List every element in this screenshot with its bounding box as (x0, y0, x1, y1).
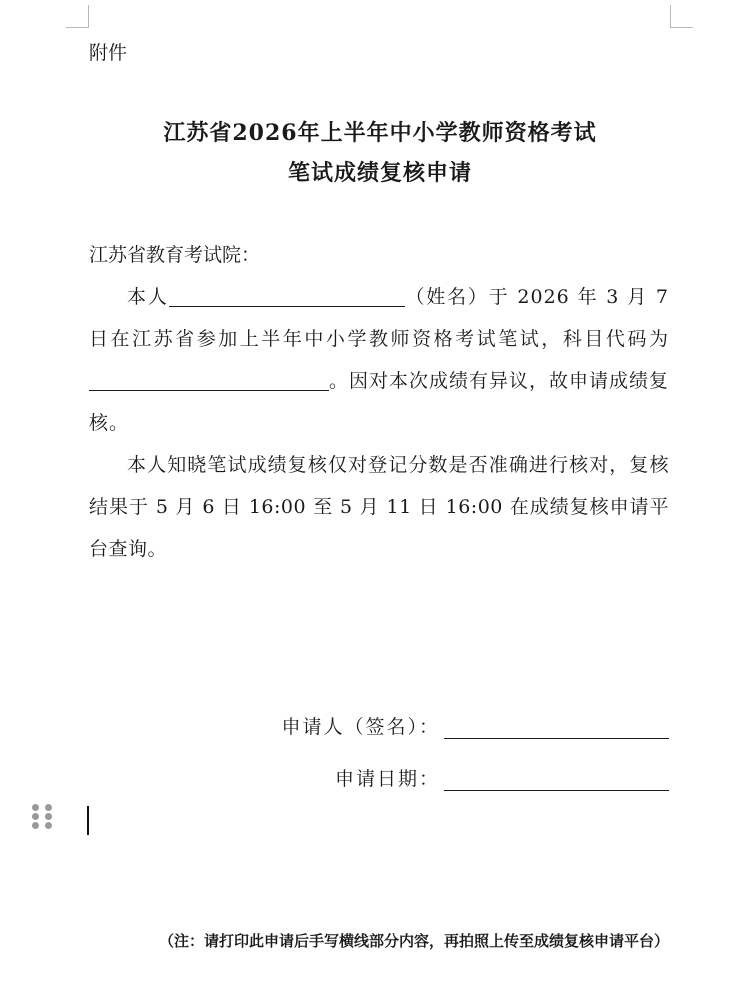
para1-mid: （姓名）于 2026 年 3 月 7 日在江苏省参加上半年中小学教师资格考试笔试，科目代码为 (89, 286, 669, 350)
application-date-row (89, 764, 669, 791)
footnote: （注：请打印此申请后手写横线部分内容，再拍照上传至成绩复核申请平台） (158, 932, 669, 950)
application-date-label: 申请日期： (334, 768, 440, 790)
document-title-line-2: 笔试成绩复核申请 (287, 160, 472, 186)
page-corner-mark-left (66, 5, 89, 28)
name-blank-line (169, 284, 405, 307)
para1-prefix: 本人 (127, 286, 169, 308)
applicant-signature-line (444, 712, 669, 739)
text-cursor (87, 806, 89, 835)
page-corner-mark-right (670, 5, 693, 28)
subject-code-blank-line (89, 368, 329, 391)
para1-suffix: 。因对本次成绩有异议，故申请成绩复核。 (89, 370, 670, 434)
salutation: 江苏省教育考试院： (89, 244, 261, 266)
attachment-label: 附件 (89, 42, 128, 64)
drag-handle-icon[interactable] (32, 804, 52, 832)
document-title-line-1: 江苏省2026年上半年中小学教师资格考试 (163, 120, 597, 146)
applicant-signature-label: 申请人（签名）： (281, 716, 440, 738)
acknowledgement-paragraph: 本人知晓笔试成绩复核仅对登记分数是否准确进行核对，复核结果于 5 月 6 日 16:00 至 5 月 11 日 16:00 在成绩复核申请平台查询。 (89, 454, 669, 560)
application-date-line (444, 764, 669, 791)
applicant-signature-row (89, 712, 669, 739)
request-paragraph (89, 276, 669, 444)
